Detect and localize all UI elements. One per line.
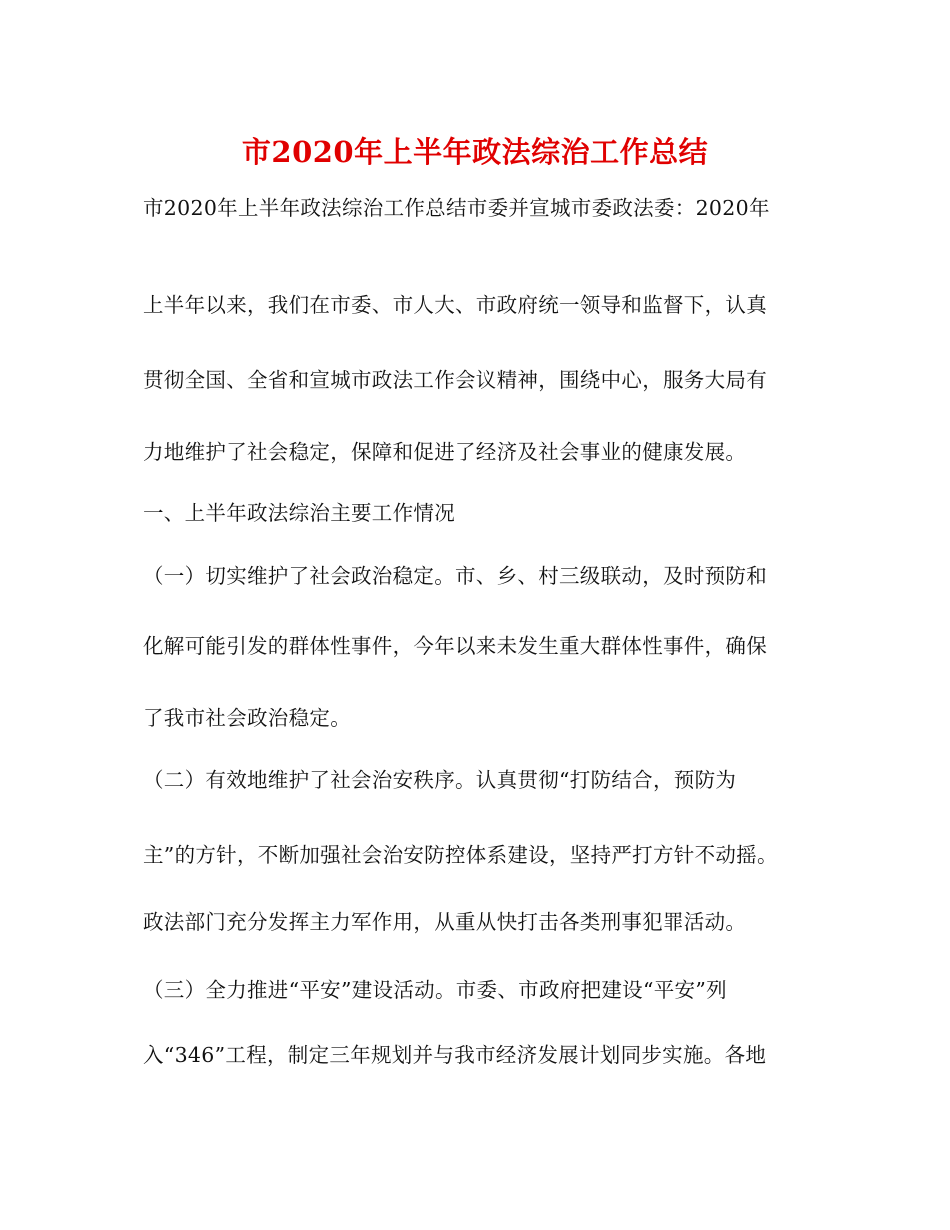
body-line-6: （一）切实维护了社会政治稳定。市、乡、村三级联动，及时预防和 <box>143 564 767 588</box>
body-line-10: 主”的方针，不断加强社会治安防控体系建设，坚持严打方针不动摇。 <box>143 843 778 867</box>
body-line-4: 力地维护了社会稳定，保障和促进了经济及社会事业的健康发展。 <box>143 440 747 464</box>
body-line-2: 上半年以来，我们在市委、市人大、市政府统一领导和监督下，认真 <box>143 293 767 317</box>
body-line-5: 一、上半年政法综治主要工作情况 <box>143 501 455 525</box>
body-line-3: 贯彻全国、全省和宣城市政法工作会议精神，围绕中心，服务大局有 <box>143 368 767 392</box>
body-line-1: 市2020年上半年政法综治工作总结市委并宣城市委政法委：2020年 <box>143 196 770 220</box>
body-line-9: （二）有效地维护了社会治安秩序。认真贯彻“打防结合，预防为 <box>143 768 737 792</box>
body-line-12: （三）全力推进“平安”建设活动。市委、市政府把建设“平安”列 <box>143 978 727 1002</box>
document-title: 市2020年上半年政法综治工作总结 <box>241 135 709 169</box>
body-line-7: 化解可能引发的群体性事件，今年以来未发生重大群体性事件，确保 <box>143 634 767 658</box>
body-line-8: 了我市社会政治稳定。 <box>143 706 351 730</box>
body-line-11: 政法部门充分发挥主力军作用，从重从快打击各类刑事犯罪活动。 <box>143 910 747 934</box>
body-line-13: 入“346”工程，制定三年规划并与我市经济发展计划同步实施。各地 <box>143 1043 767 1067</box>
